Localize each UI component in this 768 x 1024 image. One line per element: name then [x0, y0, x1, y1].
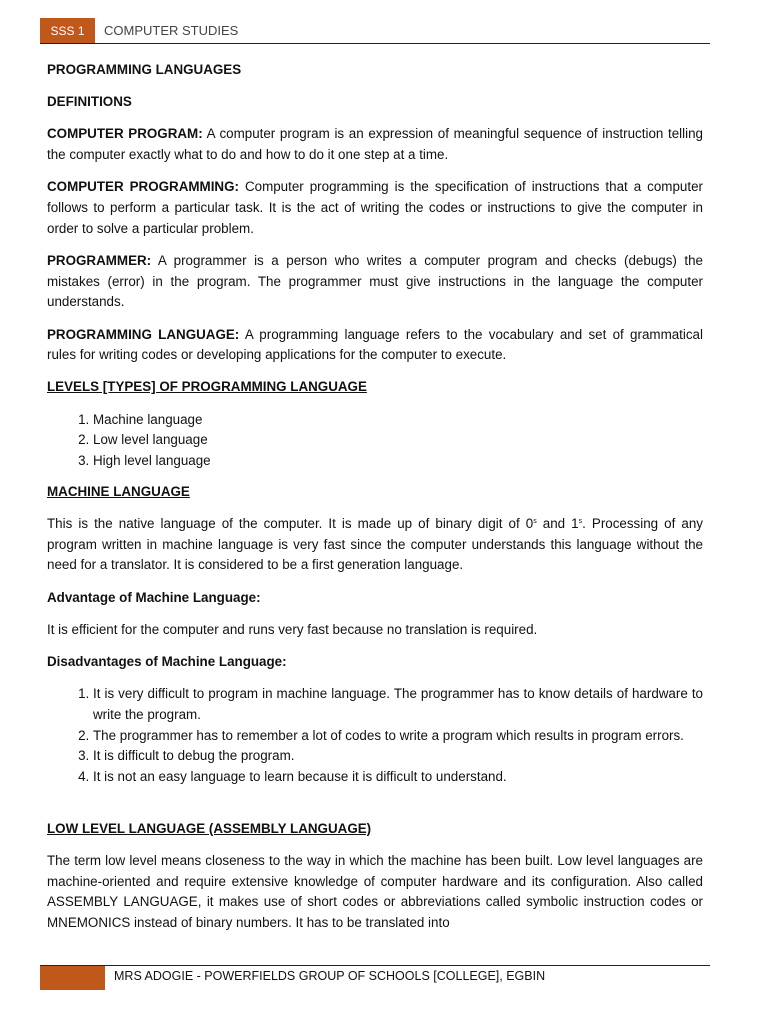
advantage-text: It is efficient for the computer and runs very fast because no translation is required. — [47, 621, 538, 637]
definition-computer-programming — [47, 177, 703, 239]
list-item: 3. High level language — [93, 451, 703, 472]
definition-term: PROGRAMMING LANGUAGE: — [47, 326, 240, 342]
definition-term: COMPUTER PROGRAM: — [47, 126, 203, 142]
machine-language-paragraph — [47, 514, 703, 576]
page-title: PROGRAMMING LANGUAGES — [47, 62, 242, 77]
levels-heading: LEVELS [TYPES] OF PROGRAMMING LANGUAGE — [47, 379, 367, 395]
definition-text: A programmer is a person who writes a computer program and checks (debugs) the mistakes (error) in the program. The programmer must give instructions in the language the computer understands. — [47, 252, 703, 310]
definition-text: A computer program is an expression of meaningful sequence of instruction telling the computer exactly what to do and how to do it one step at a time. — [47, 126, 703, 163]
document-body — [47, 60, 703, 945]
definition-programming-language — [47, 325, 703, 366]
class-badge: SSS 1 — [40, 18, 95, 44]
list-item: 2. The programmer has to remember a lot of codes to write a program which results in program errors. — [93, 726, 703, 747]
disadvantages-heading: Disadvantages of Machine Language: — [47, 653, 287, 669]
footer-text: MRS ADOGIE - POWERFIELDS GROUP OF SCHOOLS [COLLEGE], EGBIN — [114, 969, 546, 983]
footer-divider — [40, 965, 710, 966]
superscript: s — [578, 517, 583, 525]
definition-text: Computer programming is the specification of instructions that a computer follows to perform a particular task. It is the act of writing the codes or instructions to give the computer in order to solve a particular problem. — [47, 179, 703, 236]
definition-programmer — [47, 251, 703, 313]
superscript: s — [533, 517, 537, 525]
definition-term: COMPUTER PROGRAMMING: — [47, 179, 239, 195]
definition-computer-program — [47, 124, 703, 165]
machine-text: . Processing of any program written in machine language is very fast since the computer understands this language without the need for a translator. It is considered to be a first generation language. — [47, 515, 703, 573]
definitions-heading: DEFINITIONS — [47, 94, 132, 110]
header-divider — [40, 43, 710, 44]
machine-text: and 1 — [536, 515, 579, 531]
low-level-heading: LOW LEVEL LANGUAGE (ASSEMBLY LANGUAGE) — [47, 820, 372, 836]
list-item: 1. Machine language — [93, 410, 703, 431]
list-item: 1. It is very difficult to program in machine language. The programmer has to know details of hardware to write the program. — [93, 684, 703, 725]
footer-accent-box — [40, 966, 105, 990]
low-level-paragraph: The term low level means closeness to the way in which the machine has been built. Low level languages are machine-oriented and require extensive knowledge of computer hardware and its configuration. Also called ASSEMBLY LANGUAGE, it makes use of short codes or abbreviations called symbolic instruction codes or MNEMONICS instead of binary numbers. It has to be translated into — [47, 852, 703, 930]
spacer — [47, 798, 703, 819]
levels-list — [47, 410, 703, 472]
advantage-heading: Advantage of Machine Language: — [47, 589, 261, 605]
disadvantages-list — [47, 684, 703, 788]
definition-term: PROGRAMMER: — [47, 252, 152, 268]
machine-language-heading: MACHINE LANGUAGE — [47, 483, 190, 499]
list-item: 3. It is difficult to debug the program. — [93, 746, 703, 767]
list-item: 4. It is not an easy language to learn because it is difficult to understand. — [93, 767, 703, 788]
machine-text: This is the native language of the computer. It is made up of binary digit of 0 — [47, 515, 534, 531]
list-item: 2. Low level language — [93, 430, 703, 451]
subject-title: COMPUTER STUDIES — [104, 23, 239, 38]
definition-text: A programming language refers to the vocabulary and set of grammatical rules for writing codes or developing applications for the computer to execute. — [47, 326, 703, 363]
